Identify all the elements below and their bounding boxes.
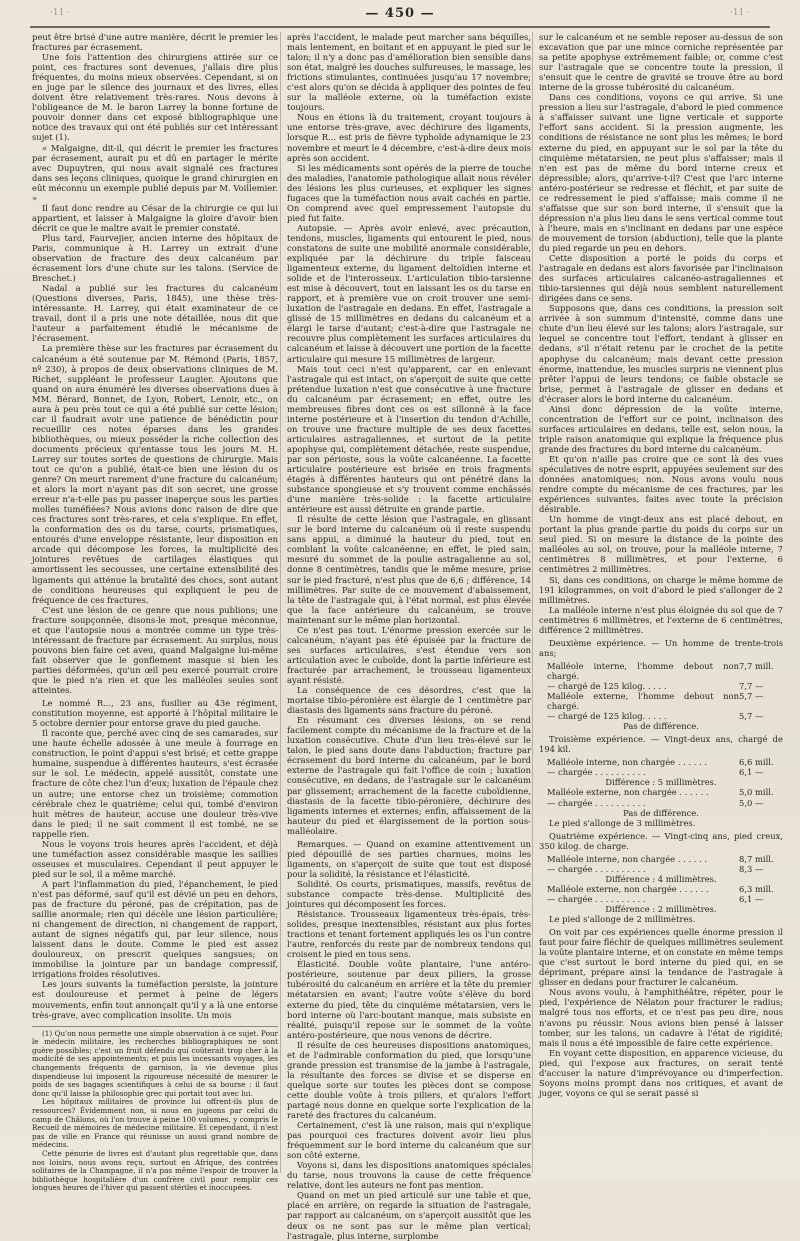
measurement-label: Malléole externe, non chargée . . . . . .	[547, 787, 709, 798]
bleed-through-text-right: ·11 ·	[729, 8, 750, 18]
measurement-label: — chargée . . . . . . . . . .	[547, 893, 646, 904]
measurement-label: Malléole interne, l'homme debout non chargé.	[547, 660, 739, 681]
paragraph: Nous avons voulu, à l'amphithéâtre, répéter, pour le pied, l'expérience de Nélaton pour fracturer le radius; malgré tous nos efforts, et ce n'est pas peu dire, nous n'avons pu réussir. Nous avions bien pensé à laisser tomber, sur les talons, un cadavre à l'état de rigidité; mais il nous a été impossible de faire cette expérience.	[539, 987, 783, 1048]
measurement-row	[539, 884, 783, 894]
measurement-label: — chargée . . . . . . . . . .	[547, 797, 646, 808]
paragraph: C'est une lésion de ce genre que nous publions; une fracture soupçonnée, disons-le mot, presque méconnue, et que l'autopsie nous a montrée comme un type très-intéressant de fracture par écrasement. Au surplus, nous pouvons bien faire cet aveu, quand Malgaigne lui-même fait observer que le gonflement masque si bien les parties déformées, qu'un œil peu exercé pourrait croire que le pied n'a rien et que les malléoles seules sont atteintes.	[32, 604, 278, 696]
measurement-label: Malléole externe, non chargée . . . . . .	[547, 883, 709, 894]
measurement-row	[539, 691, 783, 711]
paragraph: En voyant cette disposition, en apparence vicieuse, du pied, qui l'expose aux fractures, on serait tenté d'accuser la nature d'imprévoyance ou d'imperfection. Soyons moins prompt dans nos critiques, et avant de juger, voyons ce qui se serait passé si	[539, 1047, 783, 1098]
paragraph: Ainsi donc dépression de la voûte interne, concentration de l'effort sur ce point, inclinaison des surfaces articulaires en dedans, telle est, selon nous, la triple raison anatomique qui explique la fréquence plus grande des fractures du bord interne du calcanéum.	[539, 403, 783, 454]
measurement-value: 7,7 —	[739, 681, 764, 691]
experiment-title: Troisième expérience. — Vingt-deux ans, chargé de 194 kil.	[539, 734, 783, 755]
paragraph: Si les médicaments sont opérés de la pierre de touche des maladies, l'anatomie pathologique allait nous révéler des lésions les plus curieuses, et expliquer les signes fugaces que la tuméfaction nous avait cachés en partie. On comprend avec quel empressement l'autopsie du pied fut faite.	[287, 162, 531, 223]
measurement-label: Malléole externe, l'homme debout non chargé.	[547, 691, 739, 712]
measurement-row	[539, 854, 783, 864]
measurement-row	[539, 864, 783, 874]
measurement-row	[539, 777, 783, 787]
measurement-label: — chargé de 125 kilog. . . . .	[547, 681, 667, 691]
paragraph: Quand on met un pied articulé sur une table et que, placé en arrière, on regarde la situation de l'astragale, par rapport au calcanéum, on s'aperçoit aussitôt que les deux os ne sont pas sur le même plan vertical; l'astragale, plus interne, surplombe	[287, 1190, 531, 1241]
paragraph: Certainement, c'est là une raison, mais qui n'explique pas pourquoi ces fractures doivent avoir lieu plus fréquemment sur le bord interne du calcanéum que sur son côté externe.	[287, 1120, 531, 1161]
paragraph: Il résulte de ces heureuses dispositions anatomiques, et de l'admirable conformation du pied, que lorsqu'une grande pression est transmise de la jambe à l'astragale, la résultante des forces se divise et se disperse en quelque sorte sur toutes les pièces dont se compose cette double voûte à trois piliers, et qu'alors l'effort partagé nous donne en quelque sorte l'explication de la rareté des fractures du calcanéum.	[287, 1039, 531, 1121]
measurement-label: Différence : 5 millimètres.	[605, 777, 717, 788]
paragraph: « Malgaigne, dit-il, qui décrit le premier les fractures par écrasement, aurait pu et dû en partager le mérite avec Dupuytren, qui nous avait signalé ces fractures dans ses leçons cliniques, quoique le grand chirurgien en eût méconnu un exemple publié depuis par M. Voillemier. »	[32, 142, 278, 203]
paragraph: Ce n'est pas tout. L'énorme pression exercée sur le calcanéum, n'ayant pas été épuisée par la fracture de ses surfaces articulaires, s'est étendue vers son articulation avec le cuboïde, dont la partie inférieure est fracturée par arrachement, le trousseau ligamenteux ayant résisté.	[287, 624, 531, 685]
paragraph: Il résulte de cette lésion que l'astragale, en glissant sur le bord interne du calcanéum où il reste suspendu sans appui, a diminué la hauteur du pied, tout en comblant la voûte calcanéenne; en effet, le pied sain, mesuré du sommet de la poulie astragalienne au sol, donne 8 centimètres, tandis que le même mesure, prise sur le pied fracturé, n'est plus que de 6,6 ; différence, 14 millimètres. Par suite de ce mouvement d'abaissement, la tête de l'astragale qui, à l'état normal, est plus élevée que la face antérieure du calcanéum, se trouve maintenant sur le même plan horizontal.	[287, 514, 531, 625]
measurement-row	[539, 808, 783, 818]
paragraph: Remarques. — Quand on examine attentivement un pied dépouillé de ses parties charnues, moins les ligaments, on s'aperçoit de suite que tout est disposé pour la solidité, la résistance et l'élasticité.	[287, 838, 531, 879]
paragraph: peut être brisé d'une autre manière, décrit le premier les fractures par écrasement.	[32, 32, 278, 53]
paragraph: Élasticité. Double voûte plantaire, l'une antéro-postérieure, soutenue par deux piliers, la grosse tubérosité du calcanéum en arrière et la tête du premier métatarsien en avant; l'autre voûte s'élève du bord externe du pied, tête du cinquième métatarsien, vers le bord interne où l'arc-boutant manque, mais subsiste en réalité, puisqu'il repose sur le sommet de la voûte antéro-postérieure, que nous venons de décrire.	[287, 959, 531, 1040]
paragraph: Cette disposition a porté le poids du corps et l'astragale en dedans est alors favorisée par l'inclinaison des surfaces articulaires calcanéo-astragaliennes et tibio-tarsiennes qui déjà nous semblent naturellement dirigées dans ce sens.	[539, 253, 783, 304]
measurement-value: 5,0 mill.	[739, 787, 774, 798]
measurement-label: Différence : 4 millimètres.	[605, 873, 717, 884]
measurement-row	[539, 711, 783, 721]
paragraph: Dans ces conditions, voyons ce qui arrive. Si une pression a lieu sur l'astragale, d'abord le pied commence à s'affaisser suivant une ligne verticale et supporte l'effort sans accident. Si la pression augmente, les conditions de résistance ne sont plus les mêmes; le bord externe du pied, en appuyant sur le sol par la tête du cinquième métatarsien, ne peut plus s'affaisser; mais il n'en est pas de même du bord interne creux et dépressible; alors, qu'arrive-t-il? C'est que l'arc interne antéro-postérieur se redresse et fléchit, et par suite de ce redressement le pied s'affaisse; mais comme il ne s'affaisse que sur son bord interne, il s'ensuit que la dépression n'a plus lieu dans le sens vertical comme tout à l'heure, mais en s'inclinant en dedans par une espèce de mouvement de torsion (abduction), telle que la plante du pied regarde un peu en dehors.	[539, 92, 783, 253]
footnote-paragraph: (1) Qu'on nous permette une simple observation à ce sujet. Pour le médecin militaire, les recherches bibliographiques ne sont guère possibles; c'est un fruit défendu qui coûterait trop cher à la modicité de ses appointements; et puis les incessants voyages, les changements fréquents de garnison, la vie devenue plus dispendieuse lui imposent la rigoureuse nécessité de mesurer le poids de ses bagages scientifiques à celui de sa bourse : il faut donc qu'il laisse la philosophie grec qui portait tout avec lui.	[32, 1028, 278, 1098]
paragraph: Résistance. Trousseaux ligamenteux très-épais, très-solides, presque inextensibles, résistant aux plus fortes tractions et tenant fortement appliqués les os l'un contre l'autre, renforcés du reste par de nombreux tendons qui croisent le pied en tous sens.	[287, 909, 531, 960]
page-number: — 450 —	[365, 6, 435, 21]
experiment-note: Le pied s'allonge de 2 millimètres.	[549, 914, 696, 925]
paragraph: sur le calcanéum et ne semble reposer au-dessus de son excavation que par une mince corniche représentée par sa petite apophyse extrêmement faible; or, comme c'est sur l'astragale que se concentre toute la pression, il s'ensuit que le centre de gravité se trouve être au bord interne de la grosse tubérosité du calcanéum.	[539, 32, 783, 93]
paragraph: Nadal a publié sur les fractures du calcanéum (Questions diverses, Paris, 1845), une thèse très-intéressante. H. Larrey, qui était examinateur de ce travail, dont il a pris une note détaillée, nous dit que l'auteur a parfaitement étudié le mécanisme de l'écrasement.	[32, 283, 278, 344]
footnote	[32, 1026, 278, 1193]
paragraph: On voit par ces expériences quelle énorme pression il faut pour faire fléchir de quelques millimètres seulement la voûte plantaire interne, et on constate en même temps que c'est surtout le bord interne du pied qui, en se déprimant, prépare ainsi la tendance de l'astragale à glisser en dedans pour fracturer le calcanéum.	[539, 927, 783, 988]
experiment-title: Quatrième expérience. — Vingt-cinq ans, pied creux, 350 kilog. de charge.	[539, 830, 783, 851]
measurement-row	[539, 721, 783, 731]
page-header	[30, 4, 770, 28]
paragraph: Plus tard, Faurvejier, ancien interne des hôpitaux de Paris, communique à H. Larrey un extrait d'une observation de fracture des deux calcanéum par écrasement lors d'une chute sur les talons. (Service de Breschet.)	[32, 232, 278, 284]
measurement-value: 6,3 mill.	[739, 883, 774, 894]
measurement-row	[539, 874, 783, 884]
footnote-paragraph: Les hôpitaux militaires de province lui offrent-ils plus de ressources? Évidemment non, si nous en jugeons par celui du camp de Châlons, où l'on trouve à peine 100 volumes, y compris le Recueil de mémoires de médecine militaire. Et cependant, il n'est pas de ville en France qui réunisse un aussi grand nombre de médecins.	[32, 1097, 278, 1150]
measurement-value: 5,7 —	[739, 691, 764, 702]
measurement-row	[539, 757, 783, 767]
experiment-note: Le pied s'allonge de 3 millimètres.	[549, 817, 696, 828]
paragraph: En résumant ces diverses lésions, on se rend facilement compte du mécanisme de la fracture et de la luxation consécutive. Chute d'un lieu très-élevé sur le talon, le pied sans doute dans l'abduction; fracture par écrasement du bord interne du calcanéum, par le bord externe de l'astragale qui fait l'office de coin ; luxation consécutive, en dedans, de l'astragale sur le calcanéum par glissement; arrachement de la facette cuboïdienne, diastasis de la facette tibio-péronière, déchirure des ligaments internes et externes; enfin, affaissement de la hauteur du pied et élargissement de la portion sous-malléolaire.	[287, 715, 531, 836]
paragraph: Et qu'on n'aille pas croire que ce sont là des vues spéculatives de notre esprit, appuyées seulement sur des données anatomiques; non. Nous avons voulu nous rendre compte du mécanisme de ces fractures, par les expériences suivantes, faites avec toute la précision désirable.	[539, 453, 783, 515]
measurement-table-3	[539, 757, 783, 817]
measurement-value: 6,1 —	[739, 893, 764, 904]
paragraph: Voyons si, dans les dispositions anatomiques spéciales du tarse, nous trouvons la cause de cette fréquence relative, dont les auteurs ne font pas mention.	[287, 1160, 531, 1191]
measurement-row	[539, 767, 783, 777]
measurement-row	[539, 681, 783, 691]
paragraph: Le nommé R..., 23 ans, fusilier au 43e régiment, constitution moyenne, est apporté à l'hôpital militaire le 5 octobre dernier pour entorse grave du pied gauche.	[32, 698, 278, 729]
measurement-row	[539, 894, 783, 904]
measurement-value: 8,3 —	[739, 863, 764, 874]
measurement-label: — chargée . . . . . . . . . .	[547, 767, 646, 778]
measurement-row	[539, 798, 783, 808]
measurement-row	[539, 661, 783, 681]
measurement-value: 8,7 mill.	[739, 853, 774, 864]
measurement-value: 7,7 mill.	[739, 660, 774, 671]
measurement-table-4	[539, 854, 783, 914]
text-column-3	[532, 32, 783, 1173]
paragraph: Nous en étions là du traitement, croyant toujours à une entorse très-grave, avec déchirure des ligaments, lorsque R... est pris de fièvre typhoïde adynamique le 23 novembre et meurt le 4 décembre, c'est-à-dire deux mois après son accident.	[287, 112, 531, 163]
paragraph: Un homme de vingt-deux ans est placé debout, en portant la plus grande partie du poids du corps sur un seul pied. Si on mesure la distance de la pointe des malléoles au sol, on trouve, pour la malléole interne, 7 centimètres 8 millimètres, et pour l'externe, 6 centimètres 2 millimètres.	[539, 514, 783, 575]
text-column-1	[32, 32, 278, 1193]
measurement-label: Pas de différence.	[623, 807, 699, 818]
paragraph: Solidité. Os courts, prismatiques, massifs, revêtus de substance compacte très-dense. Multiplicité des jointures qui décomposent les forces.	[287, 878, 531, 910]
measurement-value: 5,0 —	[739, 797, 764, 808]
paragraph: Autopsie. — Après avoir enlevé, avec précaution, tendons, muscles, ligaments qui entourent le pied, nous constatons de suite une mobilité anormale considérable, expliquée par la déchirure du triple faisceau ligamenteux externe, du ligament deltoïdien interne et solide et de l'interosseux. L'articulation tibio-tarsienne est mise à découvert, tout en laissant les os du tarse en rapport, et à première vue on croit trouver une semi-luxation de l'astragale en dedans. En effet, l'astragale a glissé de 15 millimètres en dedans du calcanéum et a élargi le tarse d'autant; c'est-à-dire que l'astragale ne recouvre plus complètement les surfaces articulaires du calcanéum et laisse à découvert une portion de la facette articulaire qui mesure 15 millimètres de largeur.	[287, 222, 531, 364]
measurement-row	[539, 904, 783, 914]
footnote-paragraph: Cette pénurie de livres est d'autant plus regrettable que, dans nos loisirs, nous avons reçu, surtout en Afrique, des contrées solitaires de la Champagne, il n'a pas même l'espoir de trouver la bibliothèque hospitalière d'un confrère civil pour remplir ces longues heures de l'hiver qui passent stériles et inoccupées.	[32, 1148, 278, 1193]
measurement-label: Pas de différence.	[623, 721, 699, 732]
measurement-label: Malléole interne, non chargée . . . . . .	[547, 853, 708, 864]
paragraph: Une fois l'attention des chirurgiens attirée sur ce point, ces fractures sont devenues, j'allais dire plus fréquentes, du moins mieux observées. Cependant, si on en juge par le silence des journaux et des livres, elles doivent être relativement très-rares. Nous devons à l'obligeance de M. le baron Larrey la bonne fortune de pouvoir donner dans cet exposé bibliographique une notice des travaux qui ont été publiés sur cet intéressant sujet (1).	[32, 52, 278, 143]
paragraph: Les jours suivants la tuméfaction persiste, la jointure est douloureuse et permet à peine de légers mouvements, enfin tout annonçait qu'il y a là une entorse très-grave, avec complication insolite. Un mois	[32, 979, 278, 1020]
experiment-title: Deuxième expérience. — Un homme de trente-trois ans;	[539, 637, 783, 658]
measurement-label: — chargé de 125 kilog. . . . .	[547, 711, 667, 722]
paragraph: La première thèse sur les fractures par écrasement du calcanéum a été soutenue par M. Rémond (Paris, 1857, nº 230), à propos de deux observations cliniques de M. Richet, suppléant le professeur Laugier. Ajoutons que quand on aura énuméré les diverses observations dues à MM. Bérard, Bonnet, de Lyon, Robert, Lenoir, etc., on aura à peu près tout ce qui a été publié sur cette lésion; car il faudrait avoir une patience de bénédictin pour recueillir ces notes éparses dans les grandes bibliothèques, ou mieux posséder la riche collection des documents précieux qu'entasse tous les jours M. H. Larrey sur toutes sortes de questions de chirurgie. Mais tout ce qu'on a publié, était-ce bien une lésion du os genre? On meurt rarement d'une fracture du calcanéum; et alors la mort n'ayant pas dit son secret, une grosse erreur n'a-t-elle pas pu passer inaperçue sous les parties molles tuméfiées? Nous avions donc raison de dire que ces fractures sont très-rares, et cela s'explique. En effet, la conformation des os du tarse, courts, prismatiques, entourés d'une enveloppe résistante, leur disposition en arcade qui décompose les forces, la multiplicité des jointures revêtues de cartilages élastiques qui amortissent les secousses, une certaine extensibilité des ligaments qui atténue la brutalité des chocs, sont autant de conditions heureuses qui expliquent le peu de fréquence de ces fractures.	[32, 343, 278, 605]
text-column-2	[280, 32, 531, 1241]
paragraph: Nous le voyons trois heures après l'accident, et déjà une tuméfaction assez considérable masque les saillies osseuses et musculaires. Cependant il peut appuyer le pied sur le sol, il a même marché.	[32, 838, 278, 879]
measurement-label: — chargée . . . . . . . . . .	[547, 863, 646, 874]
measurement-value: 5,7 —	[739, 711, 764, 722]
paragraph: Mais tout ceci n'est qu'apparent, car en enlevant l'astragale qui est intact, on s'aperçoit de suite que cette prétendue luxation n'est que consécutive à une fracture du calcanéum par écrasement; en effet, outre les membreuses fibres dont ces os est sillonné à la face interne postérieure et à l'insertion du tendon d'Achille, on trouve une fracture multiple de ses deux facettes articulaires astragaliennes, et surtout de la petite apophyse qui, complètement détachée, reste suspendue, par son périoste, sous la voûte calcanéenne. La facette articulaire postérieure est brisée en trois fragments étagés à différentes hauteurs qui ont pénétré dans la substance spongieuse et s'y trouvent comme enchâssés d'une manière très-solide : la facette articulaire antérieure est aussi détruite en grande partie.	[287, 363, 531, 515]
paragraph: A part l'inflammation du pied, l'épanchement, le pied n'est pas déformé, sauf qu'il est dévié un peu en dehors, pas de fracture du péroné, pas de crépitation, pas de saillie anormale; rien qui décèle une lésion particulière; ni changement de direction, ni changement de rapport, autant de signes négatifs qui, par leur silence, nous laissent dans le doute. Comme le pied est assez douloureux, on prescrit quelques sangsues; on immobilise la jointure par un bandage compressif, irrigations froides résolutives.	[32, 878, 278, 980]
paragraph: La conséquence de ces désordres, c'est que la mortaise tibio-péronière est élargie de 1 centimètre par diastasis des ligaments sans fracture du péroné.	[287, 685, 531, 716]
measurement-label: Malléole interne, non chargée . . . . . .	[547, 757, 708, 768]
measurement-row	[539, 787, 783, 797]
measurement-table-2	[539, 661, 783, 731]
measurement-label: Différence : 2 millimètres.	[605, 903, 717, 914]
bleed-through-text-left: ·11 ·	[50, 8, 71, 18]
paragraph: Si, dans ces conditions, on charge le même homme de 191 kilogrammes, on voit d'abord le pied s'allonger de 2 millimètres.	[539, 574, 783, 605]
paragraph: Supposons que, dans ces conditions, la pression soit arrivée à son summum d'intensité, comme dans une chute d'un lieu élevé sur les talons; alors l'astragale, sur lequel se concentre tout l'effort, tendant à glisser en dedans, s'il n'était retenu par le crochet de la petite apophyse du calcanéum; mais devant cette pression énorme, inattendue, les muscles surpris ne viennent plus prêter l'appui de leurs tendons; ce faible obstacle se brise, permet à l'astragale de glisser en dedans et d'écraser alors le bord interne du calcanéum.	[539, 303, 783, 404]
paragraph: La malléole interne n'est plus éloignée du sol que de 7 centimètres 6 millimètres, et l'externe de 6 centimètres, différence 2 millimètres.	[539, 604, 783, 635]
measurement-value: 6,1 —	[739, 767, 764, 778]
paragraph: Il raconte que, perché avec cinq de ses camarades, sur une haute échelle adossée à une meule à fourrage en construction, le point d'appui s'est brisé; et cette grappe humaine, suspendue à différentes hauteurs, s'est écrasée sur le sol. Le médecin, appelé aussitôt, constate une fracture de côte chez l'un d'eux; luxation de l'épaule chez un autre; une entorse chez un troisième; commotion cérébrale chez le quatrième; celui qui, tombé d'environ huit mètres de hauteur, accuse une douleur très-vive dans le pied; il ne sait comment il est tombé, ne se rappelle rien.	[32, 728, 278, 839]
measurement-value: 6,6 mill.	[739, 757, 774, 768]
paragraph: après l'accident, le malade peut marcher sans béquilles, mais lentement, en boitant et en appuyant le pied sur le talon; il n'y a donc pas d'amélioration bien sensible dans son état, malgré les douches sulfureuses, le massage, les frictions stimulantes, continuées jusqu'au 17 novembre; c'est alors qu'on se décida à appliquer des pointes de feu sur la malléole externe, où la tuméfaction existe toujours.	[287, 32, 531, 113]
paragraph: Il faut donc rendre au César de la chirurgie ce qui lui appartient, et laisser à Malgaigne la gloire d'avoir bien décrit ce que le maître avait le premier constaté.	[32, 202, 278, 233]
